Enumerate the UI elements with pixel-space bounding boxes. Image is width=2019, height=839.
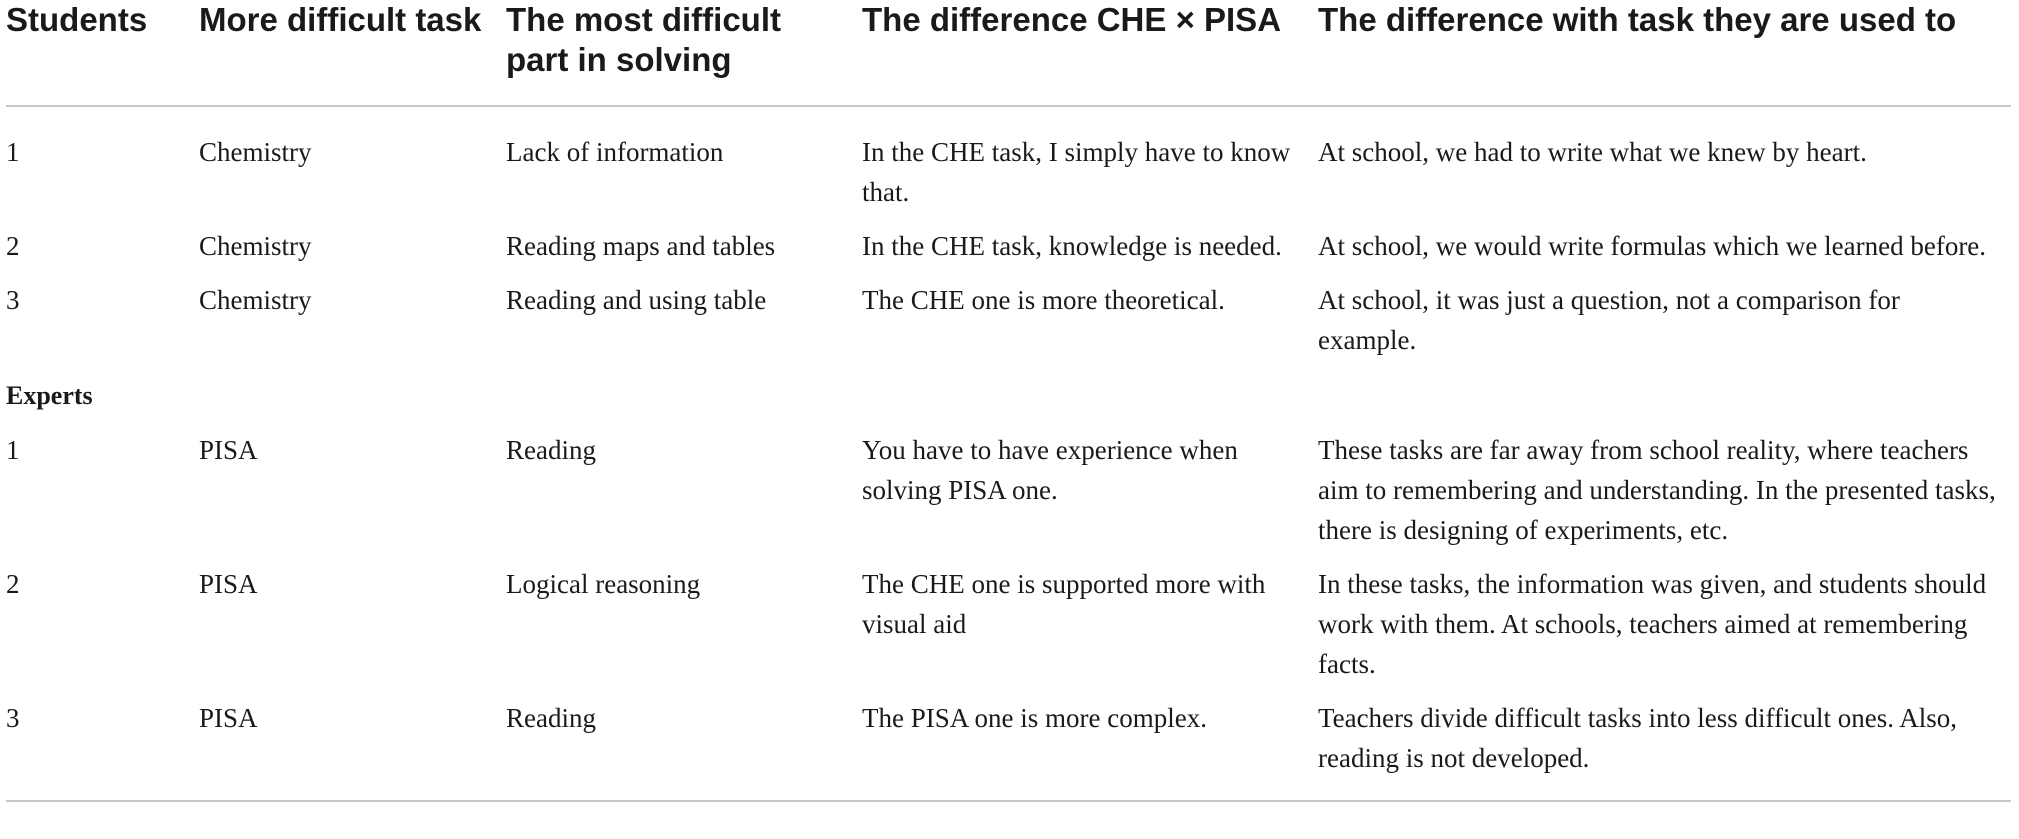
header-students: Students (6, 0, 199, 106)
cell-difference: In the CHE task, knowledge is needed. (862, 231, 1282, 261)
cell-used-to: These tasks are far away from school reality, where teachers aim to remembering and understanding. In the presented tasks, there is designing of experiments, etc. (1318, 435, 1996, 545)
cell-task: PISA (199, 569, 258, 599)
table-row (6, 564, 2011, 698)
cell-used-to: In these tasks, the information was given, and students should work with them. At schools, teachers aimed at remembering facts. (1318, 569, 1987, 679)
cell-id: 3 (6, 285, 20, 315)
table-row (6, 698, 2011, 801)
header-difference-che-pisa: The difference CHE × PISA (862, 0, 1318, 106)
cell-id: 3 (6, 698, 199, 801)
cell-difference: The PISA one is more complex. (862, 698, 1318, 801)
comparison-table (6, 0, 2011, 802)
cell-part: Logical reasoning (506, 569, 701, 599)
cell-id: 2 (6, 569, 20, 599)
table-row (6, 280, 2011, 374)
cell-used-to: At school, we would write formulas which we learned before. (1318, 231, 1987, 261)
header-more-difficult-task: More difficult task (199, 0, 506, 106)
group-label-experts: Experts (6, 381, 93, 410)
cell-task: PISA (199, 698, 506, 801)
cell-task: Chemistry (199, 137, 312, 167)
cell-used-to: At school, it was just a question, not a comparison for example. (1318, 285, 1900, 355)
cell-part: Reading (506, 698, 862, 801)
cell-used-to: Teachers divide difficult tasks into less difficult ones. Also, reading is not developed. (1318, 698, 2011, 801)
cell-id: 1 (6, 435, 20, 465)
table-body (6, 106, 2011, 801)
header-most-difficult-part: The most difficult part in solving (506, 0, 862, 106)
cell-task: Chemistry (199, 231, 312, 261)
table-row (6, 226, 2011, 280)
header-difference-used-to: The difference with task they are used to (1318, 0, 2011, 106)
table-header (6, 0, 2011, 106)
cell-part: Reading and using table (506, 285, 767, 315)
group-row-experts (6, 374, 2011, 430)
cell-part: Lack of information (506, 137, 724, 167)
cell-difference: In the CHE task, I simply have to know that. (862, 137, 1291, 207)
cell-difference: You have to have experience when solving PISA one. (862, 435, 1238, 505)
cell-id: 1 (6, 137, 20, 167)
cell-difference: The CHE one is more theoretical. (862, 285, 1225, 315)
cell-part: Reading (506, 435, 596, 465)
table-row (6, 430, 2011, 564)
table-row (6, 106, 2011, 226)
header-row (6, 0, 2011, 106)
cell-task: PISA (199, 435, 258, 465)
cell-task: Chemistry (199, 285, 312, 315)
cell-used-to: At school, we had to write what we knew by heart. (1318, 137, 1867, 167)
cell-part: Reading maps and tables (506, 231, 776, 261)
cell-difference: The CHE one is supported more with visual aid (862, 569, 1266, 639)
cell-id: 2 (6, 231, 20, 261)
